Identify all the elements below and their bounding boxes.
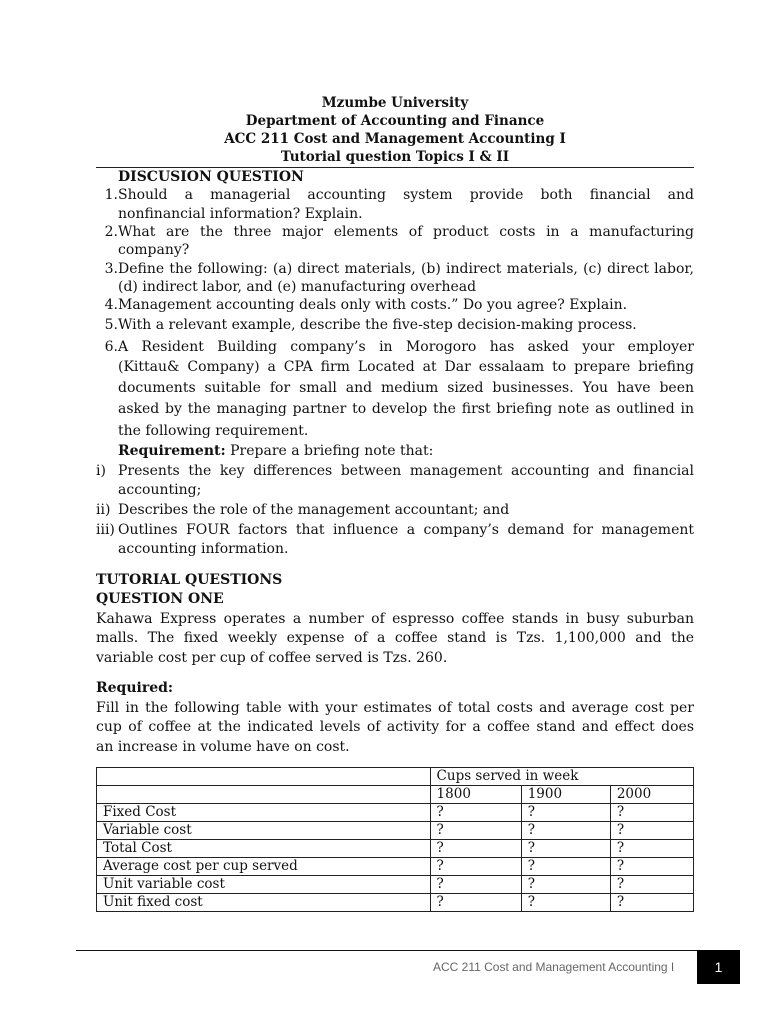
requirement	[118, 442, 694, 461]
footer-text: ACC 211 Cost and Management Accounting I	[433, 960, 675, 974]
question-number: 2.	[104, 224, 118, 240]
table-row	[97, 894, 694, 912]
discussion-heading: DISCUSION QUESTION	[118, 169, 304, 185]
question-line: (d) indirect labor, and (e) manufacturing overhead	[118, 279, 477, 295]
column-header: 1800	[430, 786, 521, 804]
required-label: Required:	[96, 680, 174, 696]
paragraph-line: malls. The fixed weekly expense of a coffee stand is Tzs. 1,100,000 and the	[96, 630, 694, 646]
question-line: A Resident Building company’s in Morogoro has asked your employer	[118, 339, 694, 355]
table-cell	[97, 768, 431, 786]
subitem-line: Outlines FOUR factors that influence a company’s demand for management	[118, 522, 694, 538]
table-row	[97, 876, 694, 894]
question-number: 6.	[104, 339, 118, 355]
table-cell: ?	[521, 840, 610, 858]
requirement-label: Requirement:	[118, 443, 226, 459]
table-cell: ?	[430, 822, 521, 840]
subitem-line: accounting;	[118, 482, 202, 498]
department-title: Department of Accounting and Finance	[245, 113, 545, 129]
paragraph-line: cup of coffee at the indicated levels of activity for a coffee stand and effect does	[96, 719, 694, 735]
table-cell: ?	[610, 894, 693, 912]
table-cell: ?	[521, 876, 610, 894]
table-row	[97, 804, 694, 822]
table-cell: ?	[610, 876, 693, 894]
column-header: 2000	[610, 786, 693, 804]
question-number: 4.	[104, 297, 118, 313]
table-cell: ?	[521, 894, 610, 912]
footer-rule	[76, 950, 740, 951]
table-cell: ?	[521, 822, 610, 840]
table-cell: ?	[430, 804, 521, 822]
table-header-row	[97, 786, 694, 804]
cost-table	[96, 767, 694, 912]
question-line: Define the following: (a) direct materials, (b) indirect materials, (c) direct labor,	[118, 261, 694, 277]
question-line: What are the three major elements of product costs in a manufacturing	[118, 224, 694, 240]
row-label: Average cost per cup served	[97, 858, 431, 876]
subitem-number: ii)	[96, 502, 111, 518]
question-line: nonfinancial information? Explain.	[118, 206, 363, 222]
question-line: asked by the managing partner to develop the first briefing note as outlined in	[118, 401, 694, 417]
table-cell: ?	[430, 876, 521, 894]
row-label: Total Cost	[97, 840, 431, 858]
subitem-number: iii)	[96, 522, 115, 538]
paragraph-line: an increase in volume have on cost.	[96, 739, 350, 755]
row-label: Unit fixed cost	[97, 894, 431, 912]
question-number: 3.	[104, 261, 118, 277]
table-cell: ?	[610, 822, 693, 840]
table-cell: ?	[610, 858, 693, 876]
row-label: Variable cost	[97, 822, 431, 840]
table-cell: ?	[521, 858, 610, 876]
table-cell	[97, 786, 431, 804]
subitem-line: accounting information.	[118, 541, 289, 557]
question-one-heading: QUESTION ONE	[96, 591, 224, 607]
question-line: Should a managerial accounting system provide both financial and	[118, 187, 694, 203]
table-group-header: Cups served in week	[430, 768, 693, 786]
row-label: Fixed Cost	[97, 804, 431, 822]
question-line: (Kittau& Company) a CPA firm Located at Dar essalaam to prepare briefing	[118, 359, 694, 375]
subitem-line: Presents the key differences between management accounting and financial	[118, 463, 694, 479]
table-row	[97, 840, 694, 858]
page-number: 1	[697, 950, 740, 984]
subitem-number: i)	[96, 463, 106, 479]
paragraph-line: Kahawa Express operates a number of espresso coffee stands in busy suburban	[96, 611, 694, 627]
university-title: Mzumbe University	[321, 95, 469, 111]
table-row	[97, 822, 694, 840]
table-header-row	[97, 768, 694, 786]
row-label: Unit variable cost	[97, 876, 431, 894]
course-title: ACC 211 Cost and Management Accounting I	[224, 131, 566, 147]
question-line: the following requirement.	[118, 423, 309, 439]
question-line: company?	[118, 242, 190, 258]
tutorial-heading: TUTORIAL QUESTIONS	[96, 572, 283, 588]
table-cell: ?	[430, 840, 521, 858]
question-number: 1.	[104, 187, 118, 203]
table-cell: ?	[430, 894, 521, 912]
subitem-line: Describes the role of the management accountant; and	[118, 502, 510, 518]
table-cell: ?	[521, 804, 610, 822]
table-cell: ?	[610, 804, 693, 822]
table-row	[97, 858, 694, 876]
requirement-text: Prepare a briefing note that:	[225, 443, 434, 459]
question-line: Management accounting deals only with costs.” Do you agree? Explain.	[118, 297, 628, 313]
paragraph-line: Fill in the following table with your estimates of total costs and average cost per	[96, 700, 694, 716]
table-cell: ?	[430, 858, 521, 876]
table-cell: ?	[610, 840, 693, 858]
question-line: With a relevant example, describe the five-step decision-making process.	[118, 317, 637, 333]
paragraph-line: variable cost per cup of coffee served is Tzs. 260.	[96, 650, 448, 666]
column-header: 1900	[521, 786, 610, 804]
question-line: documents suitable for small and medium sized businesses. You have been	[118, 380, 694, 396]
tutorial-title: Tutorial question Topics I & II	[280, 149, 510, 165]
question-number: 5.	[104, 317, 118, 333]
